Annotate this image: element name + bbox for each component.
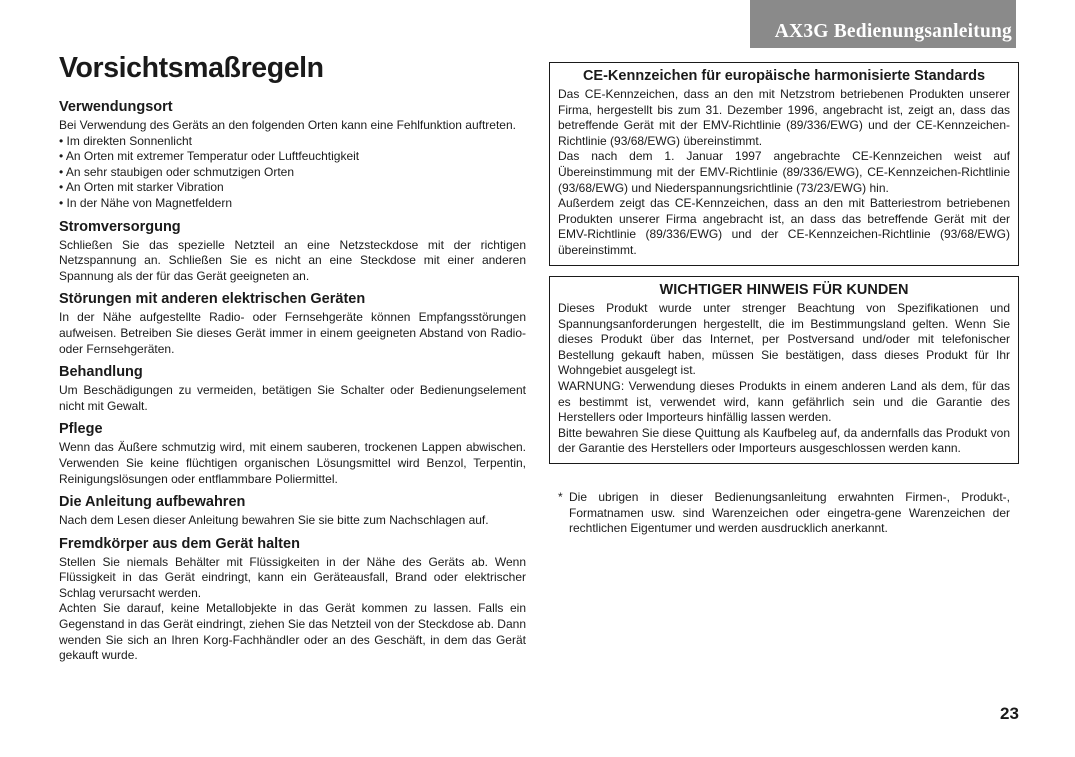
section-fremdkoerper [59,535,526,664]
header-title: AX3G Bedienungsanleitung [774,21,1012,42]
section-heading: Behandlung [59,364,143,381]
section-heading: Die Anleitung aufbewahren [59,494,246,511]
list-item: • An sehr staubigen oder schmutzigen Orten [59,165,526,181]
notice-box-heading: WICHTIGER HINWEIS FÜR KUNDEN [659,282,909,298]
section-text: Um Beschädigungen zu vermeiden, betätigen Sie Schalter oder Bedienungselement nicht mit Gewalt. [59,383,526,413]
section-text: Stellen Sie niemals Behälter mit Flüssigkeiten in der Nähe des Geräts ab. Wenn Flüssigkeit in das Gerät eindringt, kann ein Geräteausfall, Brand oder elektrischer Schlag verursacht werden. [59,554,526,600]
bullet-list [59,134,526,212]
section-text-continued: Achten Sie darauf, keine Metallobjekte in das Gerät kommen zu lassen. Falls ein Gegenstand in das Gerät eindringt, ziehen Sie das Netzteil von der Steckdose ab. Dann wenden Sie sich an Ihren Korg-Fachhändler oder an des Geschäft, in dem das Gerät gekauft wurde. [59,601,526,663]
header-band [750,0,1016,48]
section-verwendungsort [59,98,526,212]
notice-box-paragraph: WARNUNG: Verwendung dieses Produkts in einem anderen Land als dem, für das es bestimmt ist, verwendet wird, kann gefährlich sein und die Garantie des Herstellers oder Importeurs hinfällig lassen werden. [558,378,1010,425]
notice-box-paragraph: Dieses Produkt wurde unter strenger Beachtung von Spezifikationen und Spannungsanforderungen hergestellt, die im Bestimmungsland gelten. Wenn Sie dieses Produkt über das Internet, per Postversand und/oder mit telefonischer Bestellung gekauft haben, müssen Sie bestätigen, dass dieses Produkt für Ihr Wohngebiet ausgelegt ist. [558,301,1010,378]
section-text: Schließen Sie das spezielle Netzteil an eine Netzsteckdose mit der richtigen Netzspannung an. Schließen Sie es nicht an eine Steckdose mit einer anderen Spannung als der für das Gerät geeigneten an. [59,237,526,283]
list-item: • An Orten mit extremer Temperatur oder Luftfeuchtigkeit [59,149,526,165]
ce-box-paragraph: Außerdem zeigt das CE-Kennzeichen, dass an den mit Batteriestrom betriebenen Produkten unserer Firma angebracht ist, an dass das betreffende Gerät mit der EMV-Richtlinie (89/336/EWG) und der CE-Kennzeichen-Richtlinie (93/68/EWG) übereinstimmt. [558,196,1010,257]
section-heading: Pflege [59,421,103,438]
section-text: Nach dem Lesen dieser Anleitung bewahren Sie sie bitte zum Nachschlagen auf. [59,513,489,528]
section-heading: Fremdkörper aus dem Gerät halten [59,535,300,552]
section-behandlung [59,363,526,414]
section-stromversorgung [59,218,526,285]
ce-box-heading: CE-Kennzeichen für europäische harmonisierte Standards [582,68,986,84]
section-pflege [59,420,526,487]
list-item: • Im direkten Sonnenlicht [59,134,526,150]
page-title: Vorsichtsmaßregeln [59,52,324,84]
ce-box-paragraph: Das CE-Kennzeichen, dass an den mit Netzstrom betriebenen Produkten unserer Firma, hergestellt bis zum 31. Dezember 1996, angebracht ist, zeigt an, dass das betreffende Gerät mit der EMV-Richtlinie (89/336/EWG) und der CE-Kennzeichen-Richtlinie (93/68/EWG) übereinstimmt. [558,87,1010,148]
ce-mark-box [549,62,1019,266]
page-number: 23 [1000,704,1019,723]
section-text: Wenn das Äußere schmutzig wird, mit einem sauberen, trockenen Lappen abwischen. Verwenden Sie keine flüchtigen organischen Lösungsmittel wird Benzol, Terpentin, Reinigungslösungen oder entflammbare Poliermittel. [59,440,526,486]
section-anleitung [59,493,526,529]
section-heading: Störungen mit anderen elektrischen Geräten [59,291,366,308]
customer-notice-box [549,276,1019,464]
section-heading: Verwendungsort [59,99,173,115]
list-item: • An Orten mit starker Vibration [59,180,526,196]
ce-box-paragraph: Das nach dem 1. Januar 1997 angebrachte CE-Kennzeichen weist auf Übereinstimmung mit der EMV-Richtlinie (89/336/EWG), CE-Kennzeichen-Richtlinie (93/68/EWG) und Niederspannungsrichtlinie (73/23/EWG) hin. [558,149,1010,195]
section-stoerungen [59,290,526,357]
trademark-footnote [558,490,1010,537]
list-item: • In der Nähe von Magnetfeldern [59,196,526,212]
left-column [59,50,526,670]
section-text: Bei Verwendung des Geräts an den folgenden Orten kann eine Fehlfunktion auftreten. [59,118,516,132]
footnote-text: Die ubrigen in dieser Bedienungsanleitung erwahnten Firmen-, Produkt-, Formatnamen usw. sind Warenzeichen oder eingetra-gene Warenzeichen der rechtlichen Eigentumer und werden ausdrucklich anerkannt. [569,490,1010,536]
section-text: In der Nähe aufgestellte Radio- oder Fernsehgeräte können Empfangsstörungen aufweisen. Betreiben Sie dieses Gerät immer in einem geeigneten Abstand von Radio- oder Fernsehgeräten. [59,310,526,356]
notice-box-paragraph: Bitte bewahren Sie diese Quittung als Kaufbeleg auf, da andernfalls das Produkt von der Garantie des Herstellers oder Importeurs ausgeschlossen werden kann. [558,425,1010,456]
footnote-marker: * [558,490,563,504]
section-heading: Stromversorgung [59,218,181,235]
